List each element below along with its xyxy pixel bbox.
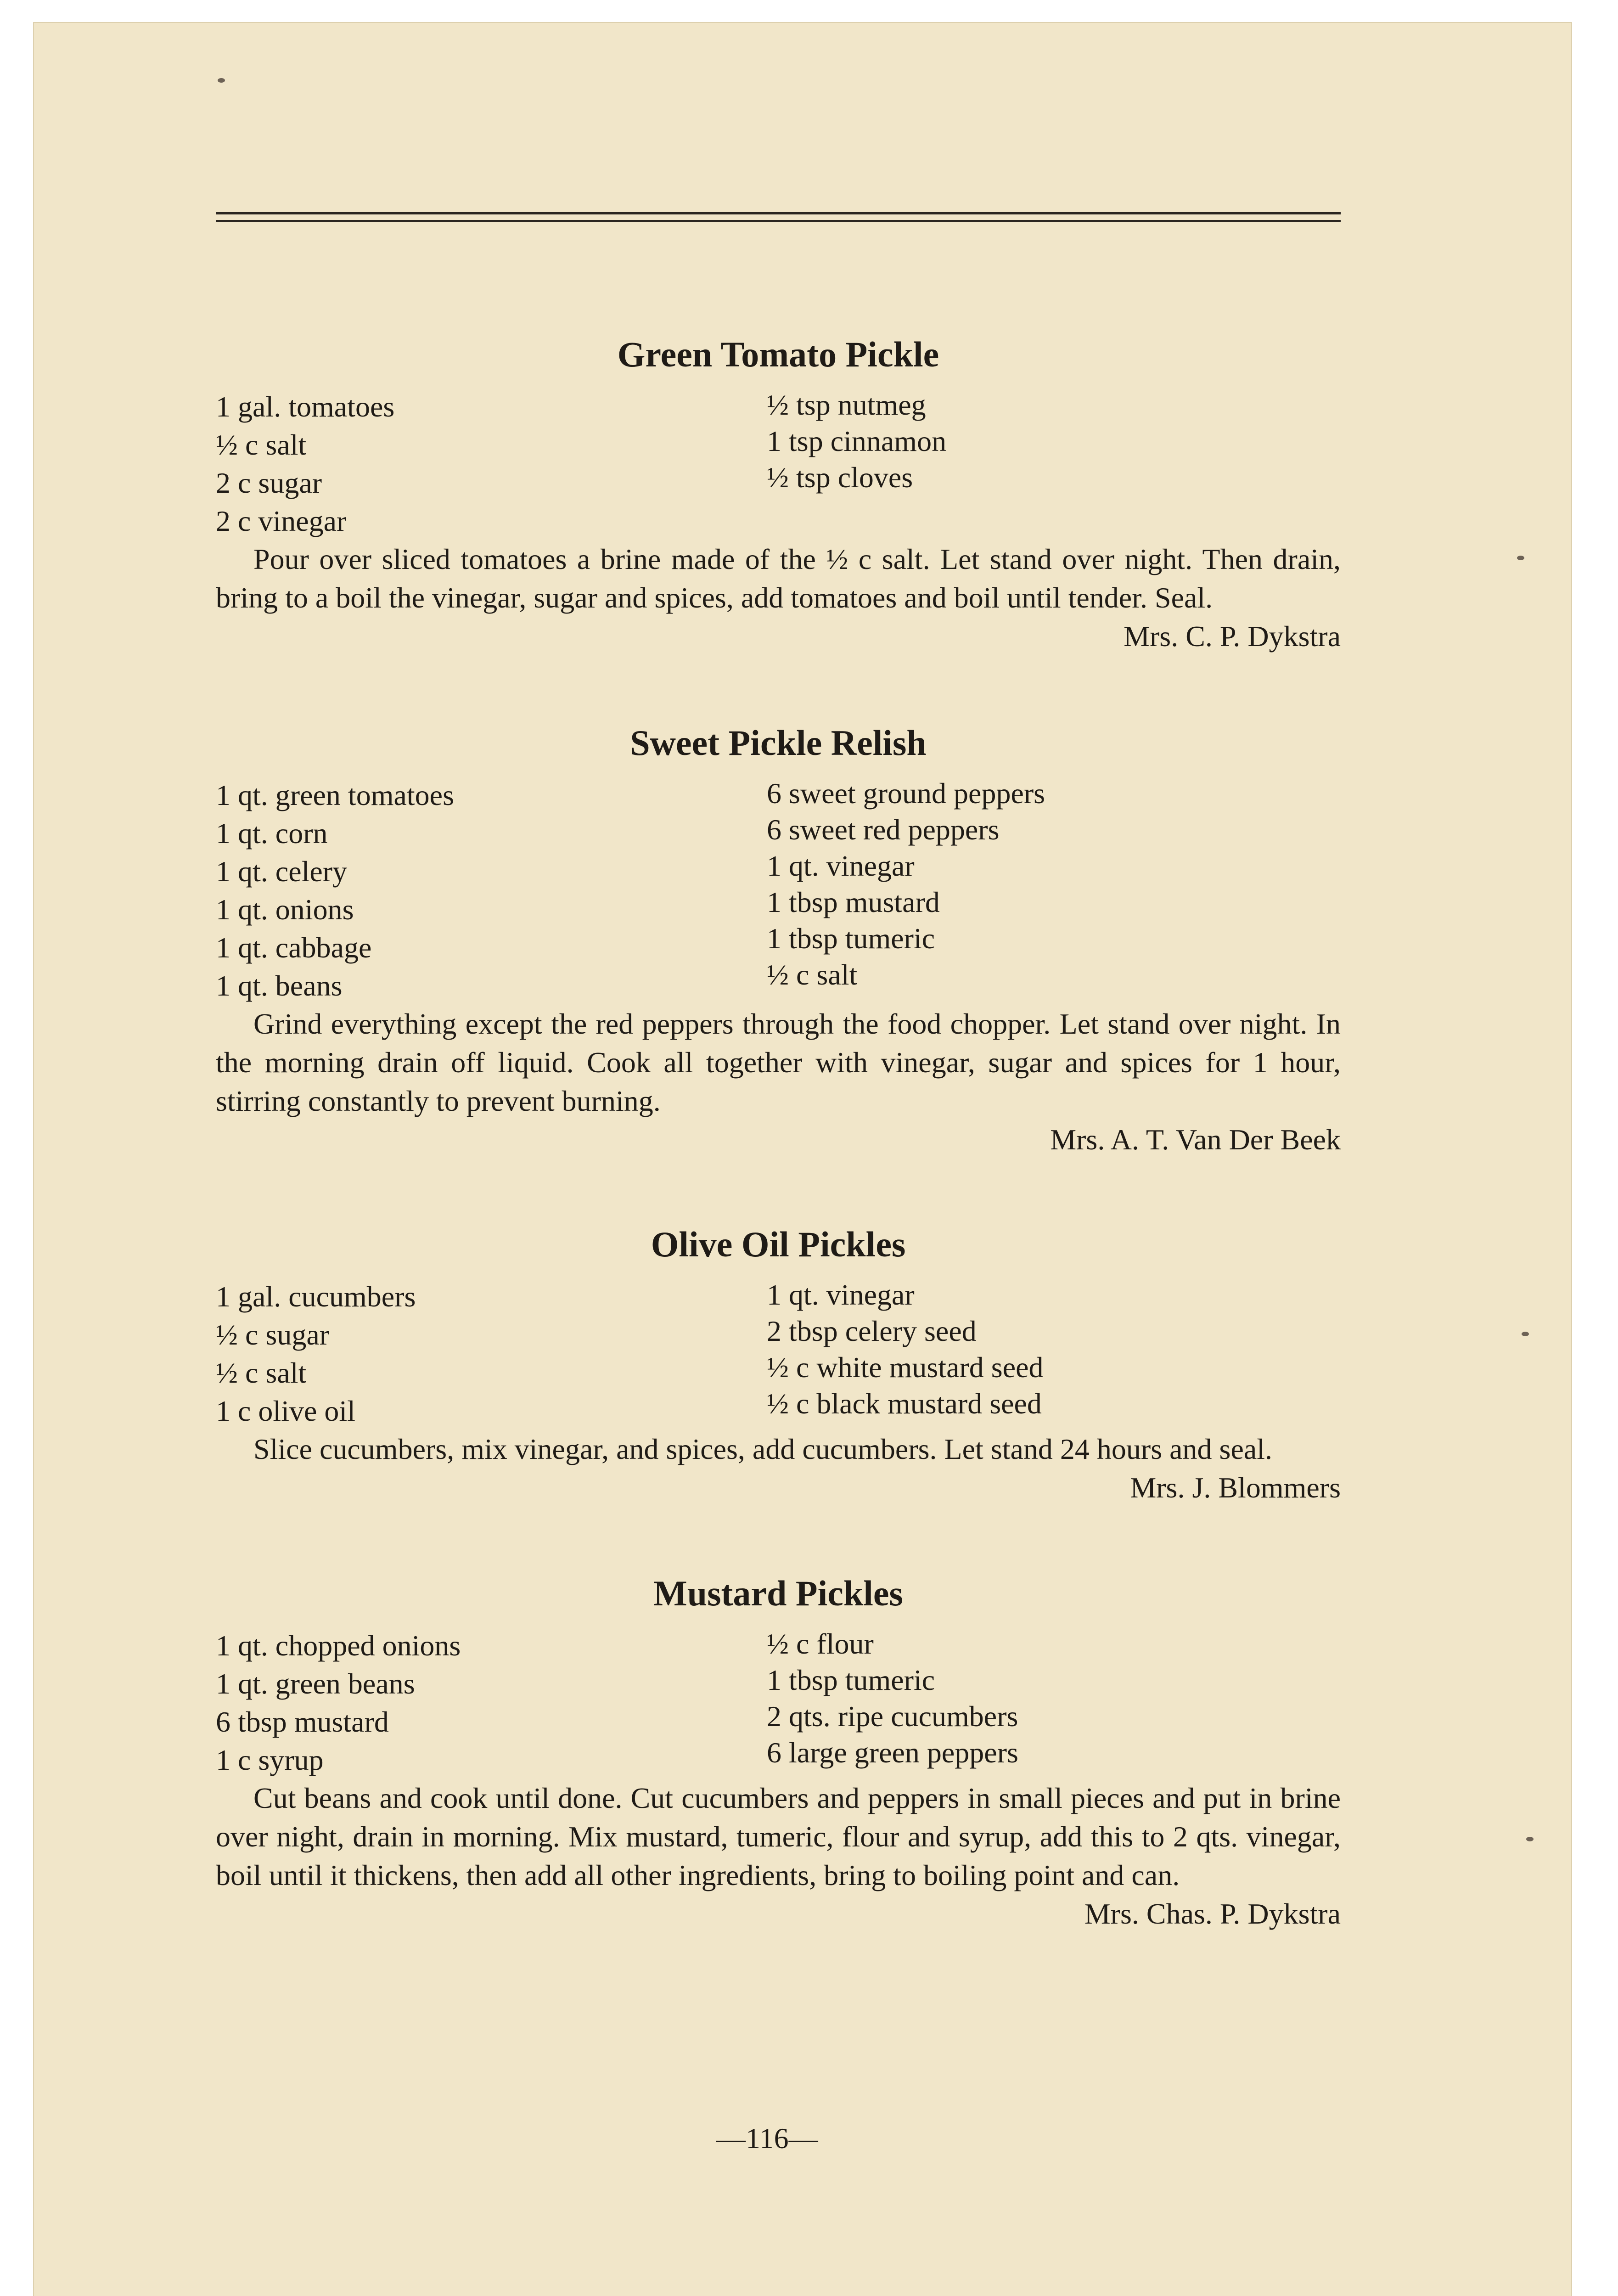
ingredient: 1 tsp cinnamon <box>767 425 947 457</box>
ingredient: 2 c vinegar <box>216 505 347 537</box>
recipe-olive-oil-pickles <box>216 1221 1341 1507</box>
recipe-green-tomato-pickle <box>216 332 1341 656</box>
ingredient: ½ c flour <box>767 1627 874 1660</box>
ingredient: 6 sweet red peppers <box>767 813 1000 846</box>
ingredient: ½ c black mustard seed <box>767 1387 1042 1420</box>
ingredient-column-right <box>767 1277 1318 1430</box>
ingredient: ½ tsp cloves <box>767 461 913 494</box>
ingredient: 2 c sugar <box>216 467 322 499</box>
ingredient: 1 c olive oil <box>216 1395 355 1427</box>
ingredient-list <box>216 776 1341 1005</box>
ingredient: ½ c sugar <box>216 1318 330 1351</box>
paper-speck <box>1526 1837 1534 1841</box>
ingredient: 1 qt. beans <box>216 969 343 1002</box>
ingredient-column-left <box>216 388 767 540</box>
ingredient-column-right <box>767 1626 1318 1779</box>
ingredient: 1 qt. green beans <box>216 1667 415 1700</box>
header-double-rule <box>216 212 1341 231</box>
recipe-title: Sweet Pickle Relish <box>630 723 927 763</box>
recipe-author: Mrs. Chas. P. Dykstra <box>1084 1897 1341 1930</box>
ingredient-list <box>216 388 1341 540</box>
ingredient: ½ tsp nutmeg <box>767 388 926 421</box>
recipe-method: Cut beans and cook until done. Cut cucumbers and peppers in small pieces and put in brine over night, drain in morning. Mix mustard, tumeric, flour and syrup, add this to 2 qts. vinegar, boil until it thickens, then add all other ingredients, bring to boiling point and can. <box>216 1782 1341 1891</box>
ingredient-column-left <box>216 776 767 1005</box>
ingredient: 1 qt. green tomatoes <box>216 779 454 811</box>
ingredient: ½ c white mustard seed <box>767 1351 1044 1384</box>
rule-line <box>216 220 1341 222</box>
recipe-author: Mrs. J. Blommers <box>1130 1471 1341 1504</box>
rule-line <box>216 212 1341 214</box>
ingredient: 6 sweet ground peppers <box>767 777 1045 810</box>
ingredient: 2 qts. ripe cucumbers <box>767 1700 1018 1733</box>
ingredient: 1 qt. corn <box>216 817 328 850</box>
ingredient: 1 gal. tomatoes <box>216 390 395 423</box>
ingredient: ½ c salt <box>767 958 858 991</box>
ingredient: ½ c salt <box>216 1356 307 1389</box>
ingredient: 1 c syrup <box>216 1744 324 1776</box>
ingredient: 1 gal. cucumbers <box>216 1280 416 1313</box>
ingredient-column-left <box>216 1277 767 1430</box>
recipe-method: Grind everything except the red peppers through the food chopper. Let stand over night. In the morning drain off liquid. Cook all together with vinegar, sugar and spices for 1 hour, stirring constantly to prevent burning. <box>216 1007 1341 1117</box>
ingredient: 1 qt. onions <box>216 893 354 926</box>
ingredient: 1 qt. cabbage <box>216 931 372 964</box>
ingredient-column-right <box>767 776 1318 1005</box>
recipe-mustard-pickles <box>216 1570 1341 1933</box>
recipe-author: Mrs. C. P. Dykstra <box>1124 620 1341 653</box>
ingredient: 6 tbsp mustard <box>216 1705 389 1738</box>
recipe-title: Olive Oil Pickles <box>651 1224 906 1264</box>
ingredient: 1 qt. vinegar <box>767 850 915 882</box>
ingredient-list <box>216 1277 1341 1430</box>
recipe-method: Pour over sliced tomatoes a brine made of the ½ c salt. Let stand over night. Then drain, bring to a boil the vinegar, sugar and spices, add tomatoes and boil until tender. Seal. <box>216 543 1341 614</box>
paper-speck <box>1517 556 1524 560</box>
ingredient: ½ c salt <box>216 428 307 461</box>
ingredient: 1 tbsp tumeric <box>767 1664 935 1696</box>
recipe-method: Slice cucumbers, mix vinegar, and spices, add cucumbers. Let stand 24 hours and seal. <box>253 1433 1273 1465</box>
ingredient: 6 large green peppers <box>767 1736 1018 1769</box>
ingredient: 1 tbsp tumeric <box>767 922 935 955</box>
page-number: —116— <box>716 2122 818 2155</box>
ingredient: 1 qt. chopped onions <box>216 1629 461 1662</box>
recipe-author: Mrs. A. T. Van Der Beek <box>1050 1123 1341 1156</box>
ingredient: 1 qt. vinegar <box>767 1278 915 1311</box>
ingredient: 1 qt. celery <box>216 855 348 888</box>
ingredient-column-right <box>767 388 1318 540</box>
paper-speck <box>218 78 225 83</box>
paper-speck <box>1522 1332 1529 1336</box>
ingredient: 1 tbsp mustard <box>767 886 940 918</box>
ingredient-list <box>216 1626 1341 1779</box>
recipe-sweet-pickle-relish <box>216 720 1341 1159</box>
ingredient-column-left <box>216 1626 767 1779</box>
recipe-title: Green Tomato Pickle <box>617 334 939 374</box>
recipe-title: Mustard Pickles <box>653 1573 903 1613</box>
ingredient: 2 tbsp celery seed <box>767 1315 977 1347</box>
